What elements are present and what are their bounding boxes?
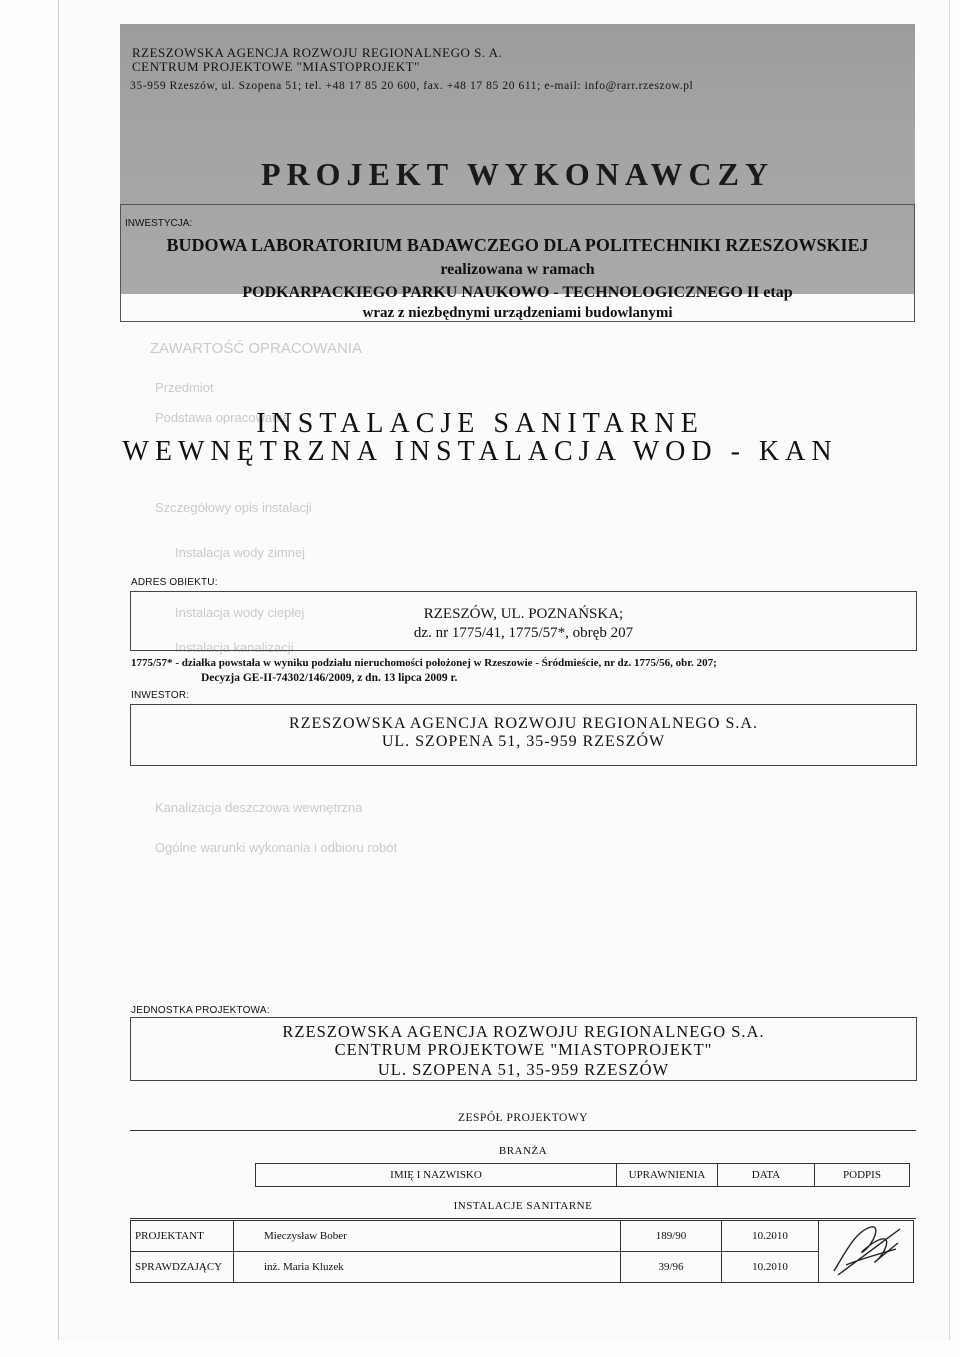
ghost-line: ZAWARTOŚĆ OPRACOWANIA: [150, 340, 362, 357]
investment-label: INWESTYCJA:: [125, 218, 193, 229]
ghost-line: Instalacja kanalizacji: [175, 640, 294, 655]
col-upr-header: UPRAWNIENIA: [617, 1164, 718, 1187]
ghost-line: Podstawa opracowania: [155, 410, 290, 425]
ghost-line: Szczegółowy opis instalacji: [155, 500, 312, 515]
address-box: [130, 591, 917, 651]
org-contact: 35-959 Rzeszów, ul. Szopena 51; tel. +48 17 85 20 600, fax. +48 17 85 20 611; e-mail: info@rarr.rzeszow.pl: [130, 80, 694, 92]
name-cell: Mieczysław Bober: [234, 1221, 621, 1252]
branch-heading: BRANŻA: [498, 1145, 548, 1157]
name-cell: inż. Maria Kluzek: [234, 1252, 621, 1283]
team-table: [130, 1220, 914, 1283]
investor-name: RZESZOWSKA AGENCJA ROZWOJU REGIONALNEGO S.A.: [289, 715, 758, 732]
role-cell: PROJEKTANT: [131, 1221, 234, 1252]
parcel-note: [131, 657, 717, 669]
signature-icon: [826, 1221, 906, 1279]
col-name-header: IMIĘ I NAZWISKO: [256, 1164, 617, 1187]
divider: [130, 1218, 916, 1219]
investment-line: PODKARPACKIEGO PARKU NAUKOWO - TECHNOLOGICZNEGO II etap: [242, 284, 793, 301]
upr-cell: 39/96: [621, 1252, 722, 1283]
table-row: [131, 1221, 914, 1252]
ghost-line: Instalacja wody ciepłej: [175, 605, 305, 620]
signature-cell: [819, 1221, 914, 1283]
ghost-line: Instalacja wody zimnej: [175, 545, 306, 560]
header-block: [120, 24, 915, 321]
ghost-line: Przedmiot: [155, 380, 214, 395]
parcel-note-text: - działka powstała w wyniku podziału nieruchomości położonej w Rzeszowie - Śródmieście, nr dz. 1775/56, obr. 207;: [175, 657, 717, 669]
table-row: [131, 1252, 914, 1283]
investment-line: wraz z niezbędnymi urządzeniami budowlanymi: [362, 305, 673, 321]
investor-label: INWESTOR:: [131, 690, 190, 701]
section-title: INSTALACJE SANITARNE: [256, 408, 704, 439]
date-cell: 10.2010: [722, 1252, 819, 1283]
design-unit-org: RZESZOWSKA AGENCJA ROZWOJU REGIONALNEGO S.A.: [282, 1022, 765, 1041]
design-unit-center: CENTRUM PROJEKTOWE "MIASTOPROJEKT": [334, 1040, 713, 1059]
document-title: PROJEKT WYKONAWCZY: [260, 156, 775, 192]
org-name: RZESZOWSKA AGENCJA ROZWOJU REGIONALNEGO S. A.: [132, 45, 503, 60]
team-heading: ZESPÓŁ PROJEKTOWY: [457, 1112, 588, 1124]
ghost-line: Kanalizacja deszczowa wewnętrzna: [155, 800, 363, 815]
address-label: ADRES OBIEKTU:: [131, 577, 218, 588]
branch-name: INSTALACJE SANITARNE: [453, 1200, 593, 1212]
design-unit-box: [130, 1017, 917, 1081]
investment-box: [120, 204, 915, 322]
col-signature-header: PODPIS: [815, 1164, 910, 1187]
ghost-line: Ogólne warunki wykonania i odbioru robót: [155, 840, 398, 855]
investor-box: [130, 704, 917, 766]
team-header-table: [255, 1163, 910, 1187]
design-unit-label: JEDNOSTKA PROJEKTOWA:: [131, 1005, 270, 1016]
design-unit-address: UL. SZOPENA 51, 35-959 RZESZÓW: [377, 1060, 670, 1079]
investor-address: UL. SZOPENA 51, 35-959 RZESZÓW: [381, 733, 666, 750]
section-subtitle: WEWNĘTRZNA INSTALACJA WOD - KAN: [122, 436, 838, 467]
parcel-note-key: 1775/57*: [131, 657, 173, 669]
header-org: [132, 46, 502, 74]
upr-cell: 189/90: [621, 1221, 722, 1252]
col-date-header: DATA: [718, 1164, 815, 1187]
address-parcel: dz. nr 1775/41, 1775/57*, obręb 207: [413, 625, 634, 641]
role-cell: SPRAWDZAJĄCY: [131, 1252, 234, 1283]
investment-line: BUDOWA LABORATORIUM BADAWCZEGO DLA POLITECHNIKI RZESZOWSKIEJ: [166, 235, 869, 255]
divider: [130, 1130, 916, 1131]
parcel-decision: Decyzja GE-II-74302/146/2009, z dn. 13 lipca 2009 r.: [201, 672, 458, 684]
date-cell: 10.2010: [722, 1221, 819, 1252]
address-line: RZESZÓW, UL. POZNAŃSKA;: [423, 606, 624, 622]
investment-line: realizowana w ramach: [440, 261, 595, 278]
org-unit: CENTRUM PROJEKTOWE "MIASTOPROJEKT": [132, 59, 420, 74]
